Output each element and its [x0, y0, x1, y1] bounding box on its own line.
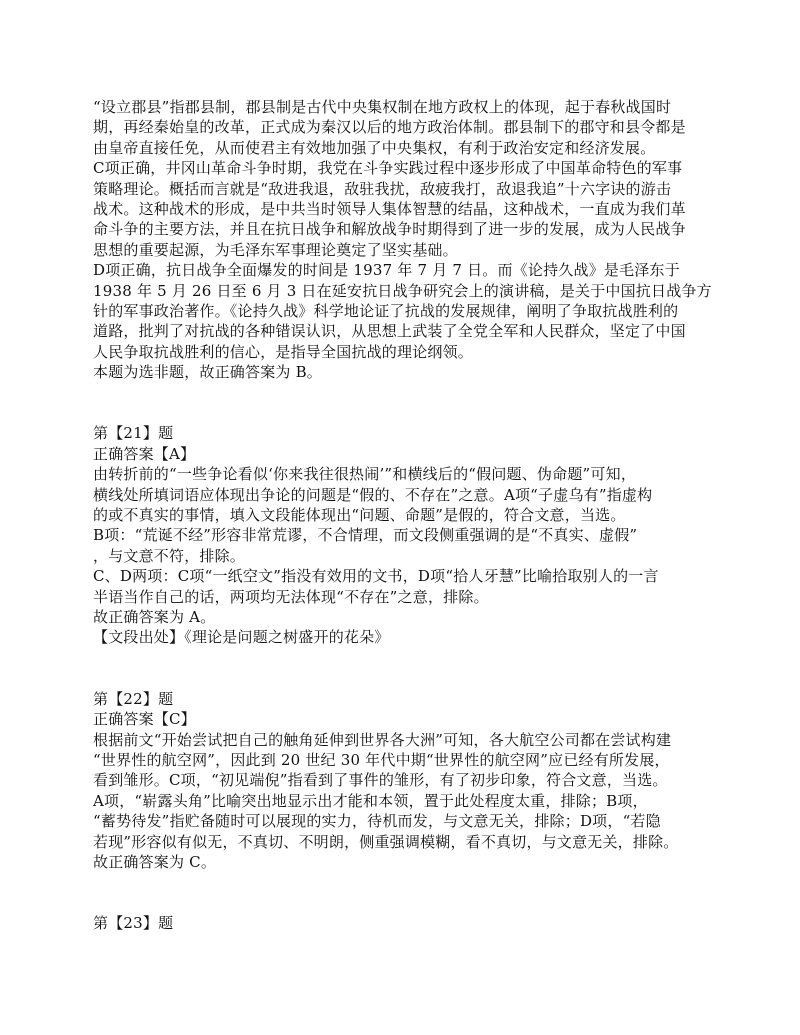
text-line: 命斗争的主要方法，并且在抗日战争和解放战争时期得到了进一步的发展，成为人民战争 — [93, 220, 686, 239]
text-line: 故正确答案为 C。 — [93, 852, 217, 871]
text-line: 思想的重要起源，为毛泽东军事理论奠定了坚实基础。 — [93, 240, 458, 259]
text-line: “世界性的航空网”，因此到 20 世纪 30 年代中期“世界性的航空网”应已经有所发展， — [93, 750, 670, 769]
text-line: “设立郡县”指郡县制，郡县制是古代中央集权制在地方政权上的体现，起于春秋战国时 — [93, 98, 672, 116]
correct-answer: 正确答案【C】 — [93, 710, 196, 729]
text-line: 半语当作自己的话，两项均无法体现“不存在”之意，排除。 — [93, 587, 489, 606]
text-line: 战术。这种战术的形成，是中共当时领导人集体智慧的结晶，这种战术，一直成为我们革 — [93, 199, 686, 218]
text-line: 策略理论。概括而言就是“敌进我退，敌驻我扰，敌疲我打，敌退我追”十六字诀的游击 — [93, 179, 672, 198]
text-line: 若现”形容似有似无，不真切、不明朗，侧重强调模糊，看不真切，与文意无关，排除。 — [93, 832, 679, 851]
text-line: 期，再经秦始皇的改革，正式成为秦汉以后的地方政治体制。郡县制下的郡守和县令都是 — [93, 118, 686, 137]
explanation-block-previous — [93, 97, 718, 382]
text-line: D项正确，抗日战争全面爆发的时间是 1937 年 7 月 7 日。而《论持久战》是毛泽东于 — [93, 261, 680, 280]
text-line: 由皇帝直接任免，从而使君主有效地加强了中央集权，有利于政治安定和经济发展。 — [93, 138, 656, 157]
text-line: 针的军事政治著作。《论持久战》科学地论证了抗战的发展规律，阐明了争取抗战胜利的 — [93, 301, 679, 320]
text-line: 人民争取抗战胜利的信心，是指导全国抗战的理论纲领。 — [93, 342, 474, 361]
source-citation: 【文段出处】《理论是问题之树盛开的花朵》 — [93, 628, 390, 647]
text-line: 横线处所填词语应体现出争论的问题是“假的、不存在”之意。A项“子虚乌有”指虚构 — [93, 485, 653, 504]
text-line: 道路，批判了对抗战的各种错误认识，从思想上武装了全党全军和人民群众，坚定了中国 — [93, 322, 686, 341]
correct-answer: 正确答案【A】 — [93, 444, 196, 463]
question-heading: 第【21】题 — [93, 424, 174, 443]
question-21-section — [93, 423, 718, 647]
text-line: C项正确，井冈山革命斗争时期，我党在斗争实践过程中逐步形成了中国革命特色的军事 — [93, 159, 683, 178]
text-line: 1938 年 5 月 26 日至 6 月 3 日在延安抗日战争研究会上的演讲稿，是关于中国抗日战争方 — [93, 281, 712, 300]
text-line: 看到雏形。C项，“初见端倪”指看到了事件的雏形，有了初步印象，符合文意，当选。 — [93, 771, 668, 790]
text-line: “蓄势待发”指贮备随时可以展现的实力，待机而发，与文意无关，排除；D项，“若隐 — [93, 812, 661, 831]
question-heading: 第【23】题 — [93, 914, 174, 933]
text-line: ，与文意不符，排除。 — [93, 546, 246, 565]
text-line: 本题为选非题，故正确答案为 B。 — [93, 363, 322, 382]
text-line: A项，“崭露头角”比喻突出地显示出才能和本领，置于此处程度太重，排除；B项， — [93, 791, 648, 810]
text-line: 由转折前的“一些争论看似‘你来我往很热闹’”和横线后的“假问题、伪命题”可知， — [93, 465, 637, 484]
text-line: 故正确答案为 A。 — [93, 607, 216, 626]
document-page — [93, 97, 718, 934]
question-23-section — [93, 913, 718, 933]
text-line: 根据前文“开始尝试把自己的触角延伸到世界各大洲”可知，各大航空公司都在尝试构建 — [93, 730, 672, 749]
text-line: C、D两项：C项“一纸空文”指没有效用的文书，D项“拾人牙慧”比喻拾取别人的一言 — [93, 567, 659, 586]
text-line: 的或不真实的事情，填入文段能体现出“问题、命题”是假的，符合文意，当选。 — [93, 506, 626, 525]
text-line: B项：“荒诞不经”形容非常荒谬，不合情理，而文段侧重强调的是“不真实、虚假” — [93, 526, 638, 545]
question-22-section — [93, 689, 718, 873]
question-heading: 第【22】题 — [93, 689, 174, 708]
